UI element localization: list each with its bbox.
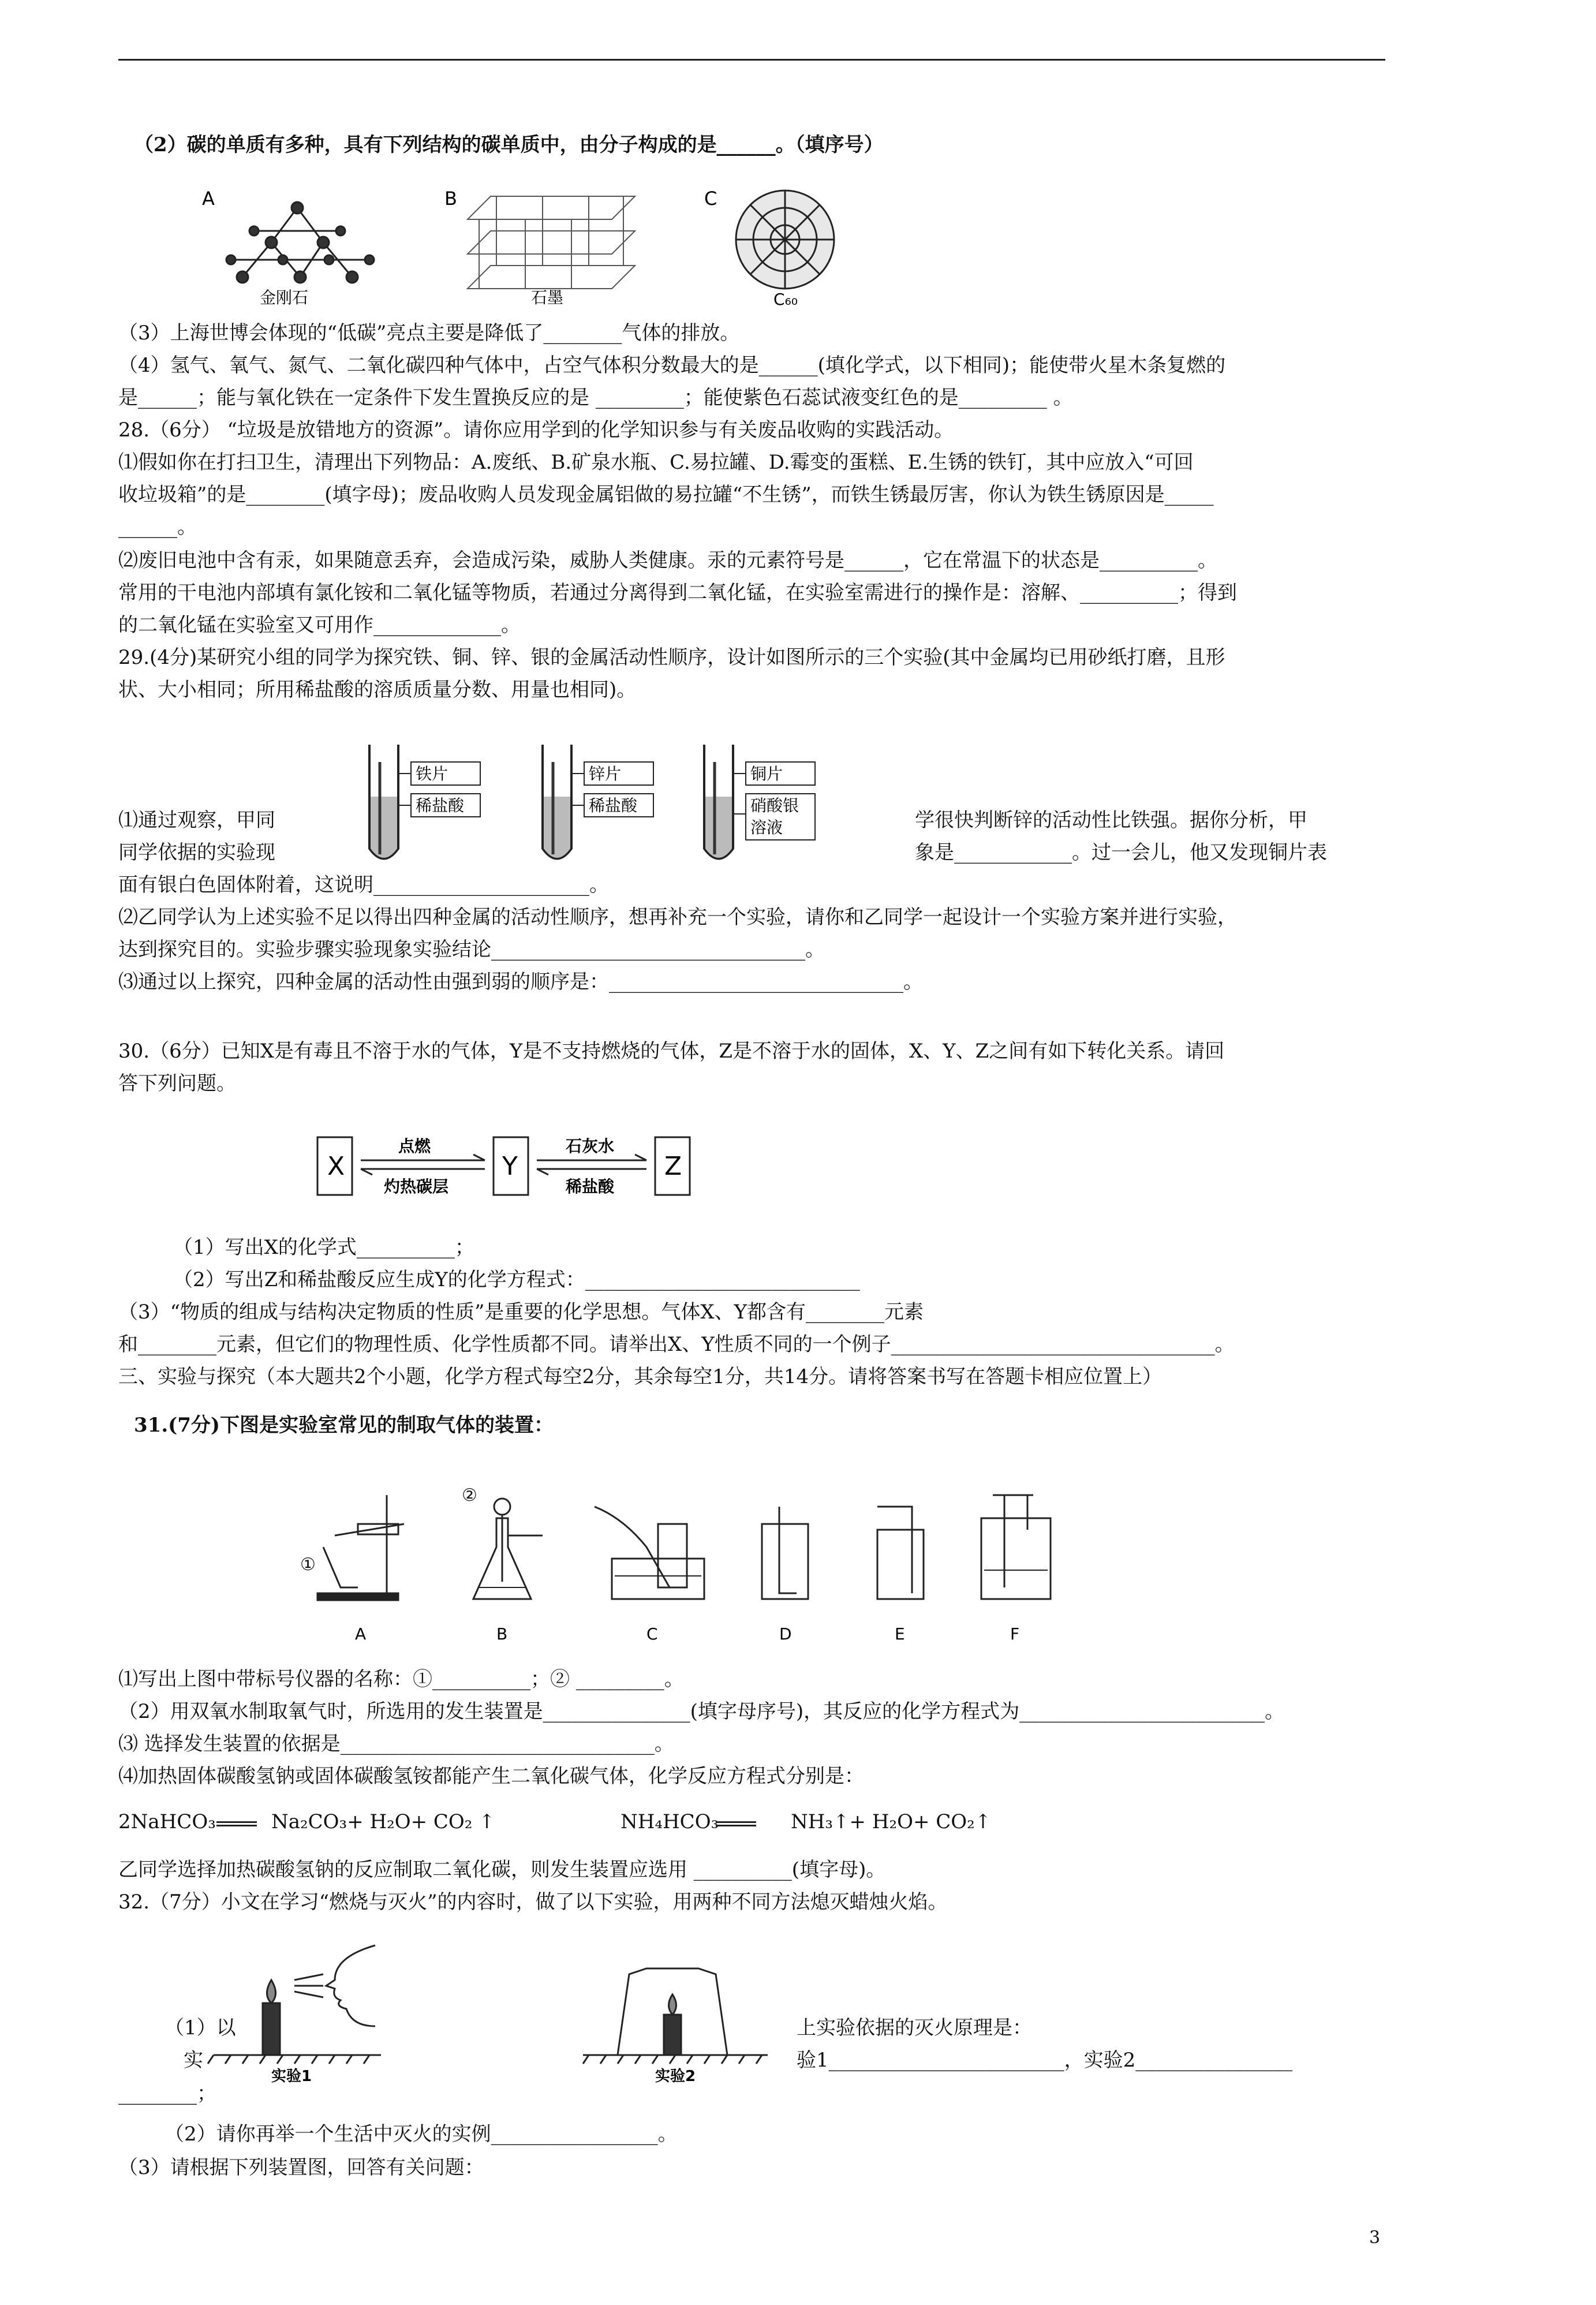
q28-p1-line3: ______。 bbox=[118, 515, 197, 539]
header-rule bbox=[118, 59, 1385, 61]
q28-p2-line1: ⑵废旧电池中含有汞，如果随意丢弃，会造成污染，威胁人类健康。汞的元素符号是______，它在常温下的状态是__________。 bbox=[118, 549, 1217, 572]
q27-part2: （2）碳的单质有多种，具有下列结构的碳单质中，由分子构成的是______。（填序号） bbox=[134, 133, 884, 156]
q32-p2: （2）请你再举一个生活中灭火的实例_________________。 bbox=[165, 2123, 678, 2146]
tube-copper-liquid2: 溶液 bbox=[750, 818, 783, 837]
label-a: A bbox=[202, 188, 215, 210]
q32-p1-a: （1）以 bbox=[165, 2016, 236, 2039]
mark-2: ② bbox=[462, 1485, 477, 1505]
label-c: C bbox=[704, 188, 717, 210]
q29-p2-line2: 达到探究目的。实验步骤实验现象实验结论________________________________。 bbox=[118, 938, 825, 961]
q31-p5: 乙同学选择加热碳酸氢钠的反应制取二氧化碳，则发生装置应选用 __________(填字母)。 bbox=[118, 1858, 886, 1881]
q32-title: 32.（7分）小文在学习“燃烧与灭火”的内容时，做了以下实验，用两种不同方法熄灭蜡烛火焰。 bbox=[118, 1891, 948, 1914]
q31-p2: （2）用双氧水制取氧气时，所选用的发生装置是_______________(填字母序号)，其反应的化学方程式为_________________________。 bbox=[118, 1700, 1285, 1723]
q32-p1-right1: 上实验依据的灭火原理是： bbox=[797, 2016, 1032, 2039]
eq1-equals-sign bbox=[216, 1821, 257, 1826]
mark-1: ① bbox=[300, 1555, 316, 1575]
experiment-2-beaker-icon bbox=[583, 1968, 768, 2064]
label-e: E bbox=[895, 1624, 905, 1643]
box-x: X bbox=[327, 1152, 345, 1181]
q29-p1-line3: 面有银白色固体附着，这说明______________________。 bbox=[118, 873, 609, 896]
page-number: 3 bbox=[1369, 2228, 1381, 2248]
arrow-xy-bottom: 灼热碳层 bbox=[384, 1177, 449, 1196]
q29-p1-left2: 同学依据的实验现 bbox=[118, 841, 275, 864]
diamond-structure-icon bbox=[226, 202, 374, 283]
q28-p1-line1: ⑴假如你在打扫卫生，清理出下列物品：A.废纸、B.矿泉水瓶、C.易拉罐、D.霉变的蛋糕、E.生锈的铁钉，其中应放入“可回 bbox=[118, 451, 1194, 474]
experiment-1-blowing-icon bbox=[208, 1945, 381, 2064]
q29-title-line2: 状、大小相同；所用稀盐酸的溶质质量分数、用量也相同)。 bbox=[118, 678, 637, 701]
xyz-conversion-diagram bbox=[312, 1126, 727, 1206]
q31-p1: ⑴写出上图中带标号仪器的名称：①__________；② _________。 bbox=[118, 1668, 684, 1691]
tube-iron-metal: 铁片 bbox=[416, 764, 448, 783]
section-3-heading: 三、实验与探究（本大题共2个小题，化学方程式每空2分，其余每空1分，共14分。请将答案书写在答题卡相应位置上） bbox=[118, 1365, 1163, 1388]
q32-p3: （3）请根据下列装置图，回答有关问题： bbox=[118, 2156, 484, 2179]
q30-title-line1: 30.（6分）已知X是有毒且不溶于水的气体，Y是不支持燃烧的气体，Z是不溶于水的固体，X、Y、Z之间有如下转化关系。请回 bbox=[118, 1040, 1225, 1063]
q30-title-line2: 答下列问题。 bbox=[118, 1072, 236, 1095]
q31-eq2-left: NH₄HCO₃ bbox=[621, 1810, 719, 1833]
gas-apparatus-figure bbox=[300, 1484, 1166, 1645]
q32-p1-b: 实 bbox=[184, 2049, 203, 2072]
label-b: B bbox=[444, 188, 457, 210]
q31-p3: ⑶ 选择发生装置的依据是________________________________。 bbox=[118, 1732, 674, 1755]
tube-copper-liquid: 硝酸银 bbox=[750, 796, 799, 815]
arrow-yz-top: 石灰水 bbox=[566, 1137, 615, 1156]
test-tubes-figure bbox=[358, 739, 820, 872]
q30-p2: （2）写出Z和稀盐酸反应生成Y的化学方程式：____________________________ bbox=[173, 1268, 860, 1291]
q29-p1-right1: 学很快判断锌的活动性比铁强。据你分析，甲 bbox=[915, 809, 1307, 832]
label-d: D bbox=[779, 1624, 792, 1643]
q27-part4-line2: 是______；能与氧化铁在一定条件下发生置换反应的是 _________；能使紫色石蕊试液变红色的是_________ 。 bbox=[118, 386, 1073, 409]
q31-title: 31.(7分)下图是实验室常见的制取气体的装置： bbox=[134, 1414, 554, 1437]
q31-eq2-right: NH₃↑+ H₂O+ CO₂↑ bbox=[791, 1810, 992, 1833]
q31-p4: ⑷加热固体碳酸氢钠或固体碳酸氢铵都能产生二氧化碳气体，化学反应方程式分别是： bbox=[118, 1765, 864, 1788]
tube-zinc bbox=[543, 745, 653, 859]
q28-title: 28.（6分） “垃圾是放错地方的资源”。请你应用学到的化学知识参与有关废品收购的实践活动。 bbox=[118, 419, 954, 442]
q29-p3: ⑶通过以上探究，四种金属的活动性由强到弱的顺序是：______________________________。 bbox=[118, 970, 923, 993]
q29-p1-right2: 象是____________。过一会儿，他又发现铜片表 bbox=[915, 841, 1327, 864]
diamond-label: 金刚石 bbox=[260, 288, 309, 307]
tube-copper bbox=[704, 745, 815, 859]
q30-p3-line1: （3）“物质的组成与结构决定物质的性质”是重要的化学思想。气体X、Y都含有________元素 bbox=[118, 1301, 924, 1324]
label-c: C bbox=[646, 1624, 658, 1643]
apparatus-f bbox=[981, 1495, 1051, 1599]
q31-eq1-left: 2NaHCO₃ bbox=[118, 1810, 216, 1833]
graphite-structure-icon bbox=[468, 196, 635, 289]
q27-part3: （3）上海世博会体现的“低碳”亮点主要是降低了________气体的排放。 bbox=[118, 322, 740, 345]
q29-title-line1: 29.(4分)某研究小组的同学为探究铁、铜、锌、银的金属活动性顺序，设计如图所示的三个实验(其中金属均已用砂纸打磨，且形 bbox=[118, 646, 1225, 669]
q27-part4-line1: （4）氢气、氧气、氮气、二氧化碳四种气体中，占空气体积分数最大的是______(填化学式，以下相同)；能使带火星木条复燃的 bbox=[118, 354, 1226, 377]
apparatus-a bbox=[300, 1495, 404, 1600]
box-y: Y bbox=[502, 1152, 518, 1181]
q29-p2-line1: ⑵乙同学认为上述实验不足以得出四种金属的活动性顺序，想再补充一个实验，请你和乙同学一起设计一个实验方案并进行实验， bbox=[118, 906, 1237, 929]
eq2-equals-sign bbox=[716, 1821, 756, 1826]
arrow-yz-bottom: 稀盐酸 bbox=[566, 1177, 615, 1196]
q30-p3-line2: 和________元素，但它们的物理性质、化学性质都不同。请举出X、Y性质不同的一个例子_________________________________。 bbox=[118, 1333, 1235, 1356]
graphite-label: 石墨 bbox=[531, 288, 564, 307]
apparatus-c bbox=[595, 1507, 704, 1599]
tube-zinc-liquid: 稀盐酸 bbox=[589, 796, 638, 815]
c60-label: C₆₀ bbox=[773, 290, 798, 309]
q28-p2-line2: 常用的干电池内部填有氯化铵和二氧化锰等物质，若通过分离得到二氧化锰，在实验室需进行的操作是：溶解、__________；得到 bbox=[118, 581, 1237, 604]
q29-p1-left1: ⑴通过观察，甲同 bbox=[118, 809, 275, 832]
label-b: B bbox=[496, 1624, 508, 1643]
arrow-xy-top: 点燃 bbox=[398, 1137, 431, 1156]
tube-zinc-metal: 锌片 bbox=[589, 764, 622, 783]
carbon-allotropes-figure bbox=[196, 173, 889, 312]
experiment-1-label: 实验1 bbox=[271, 2068, 312, 2085]
q31-eq1-right: Na₂CO₃+ H₂O+ CO₂ ↑ bbox=[271, 1810, 495, 1833]
apparatus-e bbox=[877, 1507, 924, 1599]
apparatus-b bbox=[462, 1485, 543, 1599]
box-z: Z bbox=[664, 1152, 682, 1181]
tube-iron-liquid: 稀盐酸 bbox=[416, 796, 465, 815]
label-a: A bbox=[355, 1624, 367, 1643]
q28-p2-line3: 的二氧化锰在实验室又可用作_____________。 bbox=[118, 614, 521, 637]
experiment-2-label: 实验2 bbox=[655, 2068, 696, 2085]
candle-experiments-figure bbox=[190, 1940, 797, 2084]
q32-p1-right2: 验1________________________，实验2________________ bbox=[797, 2049, 1293, 2072]
tube-iron bbox=[369, 745, 480, 859]
q28-p1-line2: 收垃圾箱”的是________(填字母)；废品收购人员发现金属铝做的易拉罐“不生锈”，而铁生锈最厉害，你认为铁生锈原因是_____ bbox=[118, 483, 1214, 506]
q30-p1: （1）写出X的化学式__________； bbox=[173, 1236, 474, 1259]
q32-p1-c: ________； bbox=[118, 2082, 216, 2105]
apparatus-d bbox=[762, 1507, 808, 1599]
label-f: F bbox=[1010, 1624, 1020, 1643]
tube-copper-metal: 铜片 bbox=[750, 764, 783, 783]
c60-structure-icon bbox=[736, 190, 834, 289]
